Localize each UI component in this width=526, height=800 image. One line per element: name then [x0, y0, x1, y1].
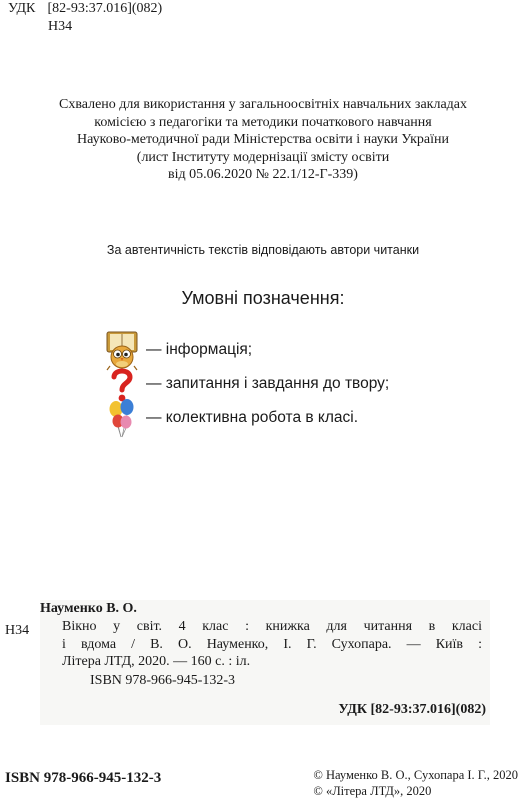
udk-code: [82-93:37.016](082) — [47, 1, 163, 16]
copyright-line: © Науменко В. О., Сухопара І. Г., 2020 — [313, 768, 518, 782]
card-author: Науменко В. О. — [40, 601, 137, 616]
legend-item-text: — запитання і завдання до твору; — [146, 375, 390, 392]
copyright-block — [313, 767, 518, 799]
legend-title: Умовні позначення: — [181, 288, 345, 308]
catalog-card — [40, 600, 490, 725]
legend-item-text: — інформація; — [146, 341, 253, 358]
approval-line: Науково-методичної ради Міністерства освіти і науки України — [76, 132, 449, 147]
approval-line: комісією з педагогіки та методики початкового навчання — [94, 114, 432, 130]
footer-isbn: ISBN 978-966-945-132-3 — [5, 770, 162, 786]
approval-line: від 05.06.2020 № 22.1/12-Г-339) — [168, 167, 358, 182]
card-side-code: Н34 — [5, 623, 30, 638]
authenticity-note: За автентичність текстів відповідають автори читанки — [106, 243, 420, 257]
approval-line: Схвалено для використання у загальноосвітніх навчальних закладах — [58, 97, 468, 112]
card-isbn: ISBN 978-966-945-132-3 — [90, 673, 236, 688]
legend-item-group-work — [100, 396, 358, 440]
balloons-icon — [100, 396, 144, 440]
approval-line: (лист Інституту модернізації змісту освіти — [136, 149, 390, 165]
card-description-line: Вікно у світ. 4 клас : книжка для читання в класі — [62, 619, 482, 634]
copyright-line: © «Літера ЛТД», 2020 — [313, 784, 432, 798]
classification-code: Н34 — [48, 19, 73, 34]
card-udk: УДК [82-93:37.016](082) — [338, 702, 486, 717]
legend-item-text: — колективна робота в класі. — [146, 409, 359, 426]
udk-header — [8, 0, 162, 36]
card-description-line: Літера ЛТД, 2020. — 160 с. : іл. — [62, 654, 251, 669]
card-description — [62, 618, 482, 671]
approval-statement — [0, 96, 526, 184]
card-description-line: і вдома / В. О. Науменко, І. Г. Сухопара. — Київ : — [62, 636, 482, 652]
udk-label: УДК — [8, 1, 36, 16]
